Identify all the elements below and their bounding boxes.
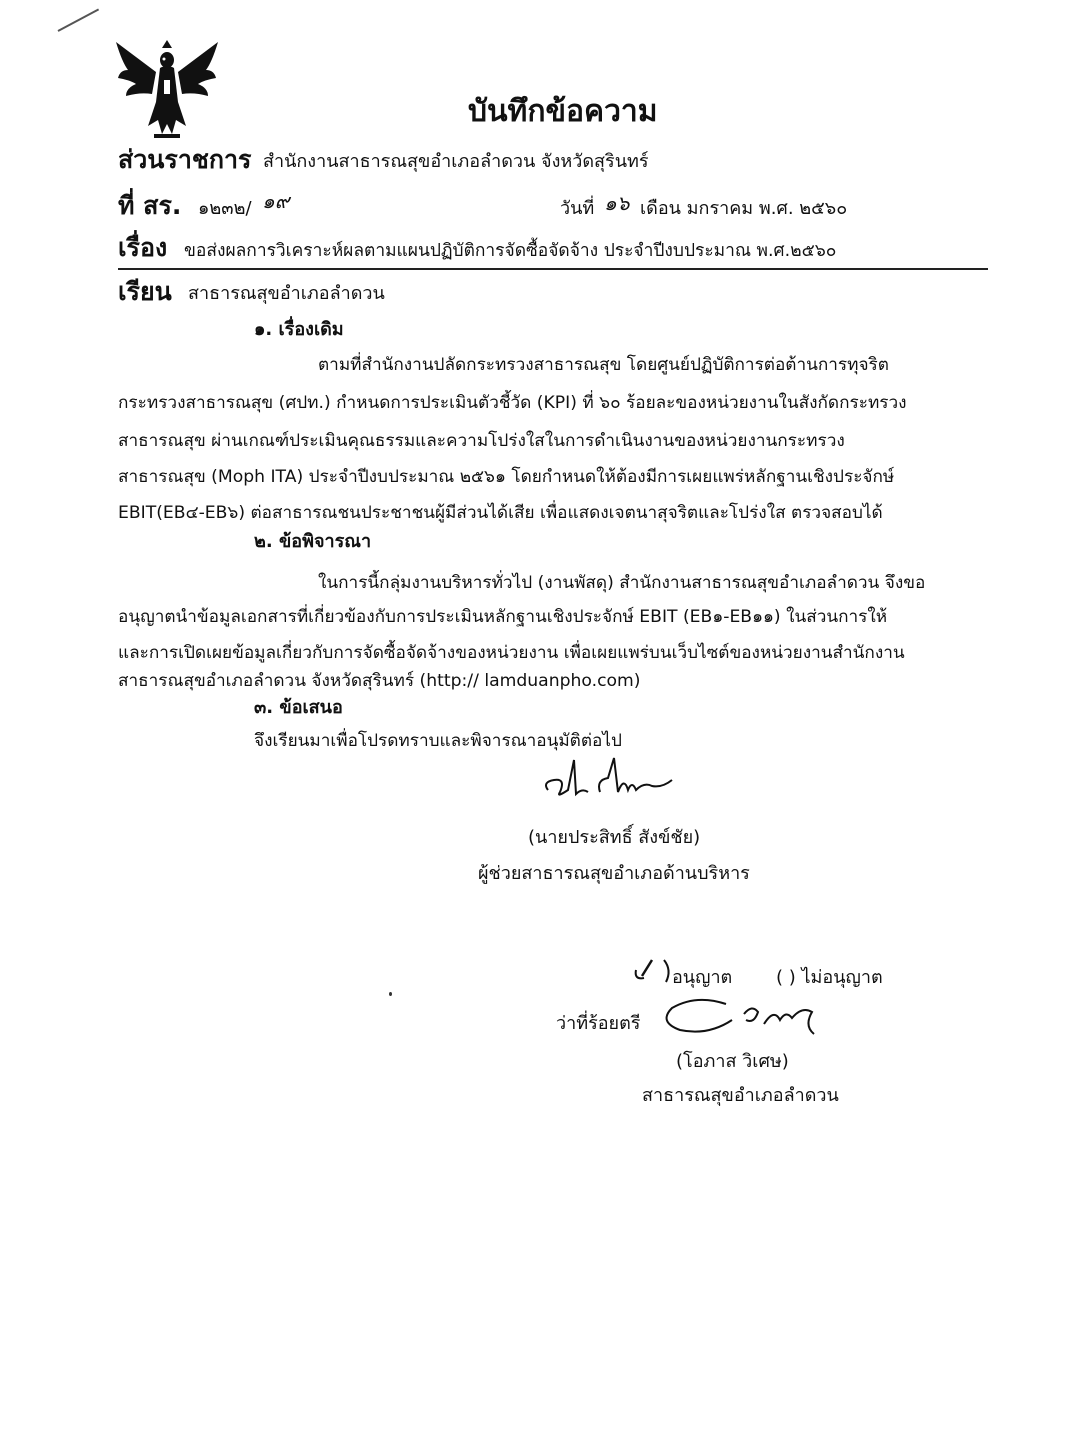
handwritten-signature-icon	[656, 990, 836, 1050]
signer-position: ผู้ช่วยสาธารณสุขอำเภอด้านบริหาร	[478, 863, 750, 884]
section-line: สาธารณสุข (Moph ITA) ประจำปีงบประมาณ ๒๕๖๑ โดยกำหนดให้ต้องมีการเผยแพร่หลักฐานเชิงประจักษ์	[118, 467, 895, 487]
section-heading: ๒. ข้อพิจารณา	[254, 531, 372, 552]
section-line: กระทรวงสาธารณสุข (ศปท.) กำหนดการประเมินตัวชี้วัด (KPI) ที่ ๖๐ ร้อยละของหน่วยงานในสังกัดกระทรวง	[118, 393, 907, 413]
approver-position: สาธารณสุขอำเภอลำดวน	[642, 1085, 839, 1106]
section-line: ในการนี้กลุ่มงานบริหารทั่วไป (งานพัสดุ) สำนักงานสาธารณสุขอำเภอลำดวน จึงขอ	[318, 573, 926, 593]
date-day: ๑๖	[604, 191, 630, 215]
subject-value: ขอส่งผลการวิเคราะห์ผลตามแผนปฏิบัติการจัดซื้อจัดจ้าง ประจำปีงบประมาณ พ.ศ.๒๕๖๐	[184, 241, 837, 261]
salutation-value: สาธารณสุขอำเภอลำดวน	[188, 283, 385, 304]
section-line: สาธารณสุข ผ่านเกณฑ์ประเมินคุณธรรมและความโปร่งใสในการดำเนินงานของหน่วยงานกระทรวง	[118, 431, 845, 451]
scan-speck	[389, 992, 392, 996]
salutation-label: เรียน	[118, 277, 172, 306]
section-line: ตามที่สำนักงานปลัดกระทรวงสาธารณสุข โดยศูนย์ปฏิบัติการต่อต้านการทุจริต	[318, 355, 889, 375]
signer-name: (นายประสิทธิ์ สังข์ชัย)	[528, 827, 701, 848]
section-heading: ๓. ข้อเสนอ	[254, 697, 343, 718]
scan-pen-mark	[58, 9, 100, 32]
section-line: จึงเรียนมาเพื่อโปรดทราบและพิจารณาอนุมัติต่อไป	[254, 731, 622, 751]
approver-rank: ว่าที่ร้อยตรี	[556, 1013, 641, 1034]
deny-label: ( ) ไม่อนุญาต	[776, 967, 883, 988]
section-line: สาธารณสุขอำเภอลำดวน จังหวัดสุรินทร์ (http:// lamduanpho.com)	[118, 671, 641, 691]
agency-value: สำนักงานสาธารณสุขอำเภอลำดวน จังหวัดสุรินทร์	[263, 151, 649, 172]
section-line: อนุญาตนำข้อมูลเอกสารที่เกี่ยวข้องกับการประเมินหลักฐานเชิงประจักษ์ EBIT (EB๑-EB๑๑) ในส่วนการให้	[118, 607, 888, 627]
ref-handwritten: ๑๙	[262, 189, 290, 213]
section-line: EBIT(EB๔-EB๖) ต่อสาธารณชนประชาชนผู้มีส่วนได้เสีย เพื่อแสดงเจตนาสุจริตและโปร่งใส ตรวจสอบได้	[118, 503, 883, 523]
ref-value: ๑๒๓๒/	[198, 198, 252, 219]
section-heading: ๑. เรื่องเดิม	[254, 319, 344, 340]
document-title: บันทึกข้อความ	[468, 94, 658, 129]
ref-label: ที่ สร.	[118, 191, 182, 220]
approver-name: (โอภาส วิเศษ)	[676, 1051, 789, 1072]
section-line: และการเปิดเผยข้อมูลเกี่ยวกับการจัดซื้อจัดจ้างของหน่วยงาน เพื่อเผยแพร่บนเว็บไซต์ของหน่วยงานสำนักงาน	[118, 643, 905, 663]
date-prefix: วันที่	[560, 198, 595, 219]
date-rest: เดือน มกราคม พ.ศ. ๒๕๖๐	[640, 198, 848, 219]
agency-label: ส่วนราชการ	[118, 145, 252, 174]
handwritten-signature-icon	[540, 752, 690, 802]
subject-label: เรื่อง	[118, 233, 168, 262]
approve-label: อนุญาต	[672, 967, 733, 988]
garuda-emblem-icon	[112, 40, 222, 140]
header-divider	[118, 268, 988, 270]
